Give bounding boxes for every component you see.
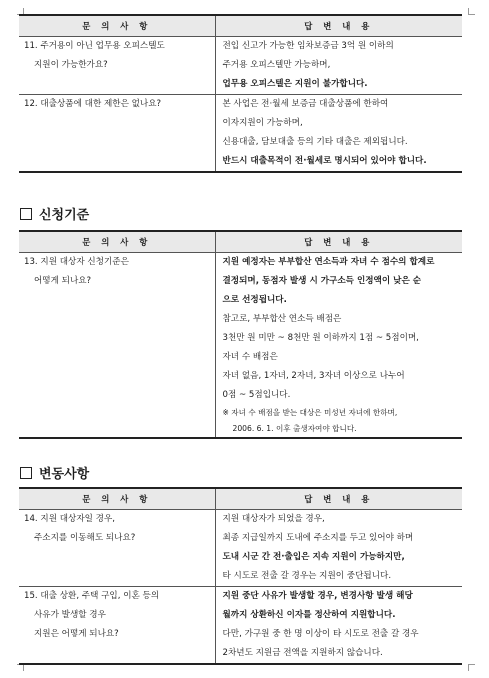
table-header-row [19, 15, 462, 37]
faq-table-2 [19, 230, 462, 439]
answer-line: 주거용 오피스텔만 가능하며, [222, 60, 331, 70]
table-row [19, 510, 462, 587]
header-answer: 답 변 내 용 [304, 21, 374, 31]
section-title: 변동사항 [39, 467, 90, 482]
answer-line: 3천만 원 미만 ~ 8천만 원 이하까지 1점 ~ 5점이며, [222, 333, 419, 343]
question-line: 주소지를 이동해도 되나요? [34, 533, 136, 543]
table-header-row [19, 231, 462, 253]
header-question: 문 의 사 항 [19, 488, 215, 510]
answer-line: 도내 시군 간 전·출입은 지속 지원이 가능하지만, [222, 552, 405, 562]
answer-line: 다만, 가구원 중 한 명 이상이 타 시도로 전출 갈 경우 [222, 629, 419, 639]
answer-line: 으로 선정됩니다. [222, 295, 287, 305]
table-row [19, 253, 462, 439]
answer-line: 타 시도로 전출 갈 경우는 지원이 중단됩니다. [222, 571, 392, 581]
answer-line: 결정되며, 동점자 발생 시 가구소득 인정액이 낮은 순 [222, 276, 422, 286]
answer-line: 자녀 없음, 1자녀, 2자녀, 3자녀 이상으로 나누어 [222, 371, 405, 381]
section-title: 신청기준 [39, 208, 90, 223]
table-header-row [19, 488, 462, 510]
question-line: 14. 지원 대상자일 경우, [24, 514, 116, 524]
answer-line: 신용대출, 담보대출 등의 기타 대출은 제외됩니다. [222, 137, 408, 147]
answer-line: 2차년도 지원금 전액을 지원하지 않습니다. [222, 648, 383, 658]
answer-cell [215, 95, 462, 173]
question-line: 지원은 어떻게 되나요? [34, 629, 119, 639]
header-question: 문 의 사 항 [19, 15, 215, 37]
section-heading-criteria [20, 204, 89, 223]
checkbox-icon [20, 467, 32, 479]
answer-line: 지원 대상자가 되었을 경우, [222, 514, 325, 524]
answer-line: 업무용 오피스텔은 지원이 불가합니다. [222, 79, 368, 89]
answer-line: 반드시 대출목적이 전·월세로 명시되어 있어야 합니다. [222, 156, 427, 166]
question-line: 15. 대출 상환, 주택 구입, 이혼 등의 [24, 591, 160, 601]
question-cell [19, 37, 215, 95]
question-line: 사유가 발생할 경우 [34, 610, 106, 620]
question-cell [19, 510, 215, 587]
header-answer: 답 변 내 용 [304, 237, 374, 247]
header-answer: 답 변 내 용 [304, 494, 374, 504]
answer-cell [215, 510, 462, 587]
answer-line: 2006. 6. 1. 이후 출생자여야 합니다. [232, 424, 357, 433]
table-row [19, 587, 462, 665]
answer-line: 월까지 상환하신 이자를 정산하여 지원합니다. [222, 610, 396, 620]
answer-line: ※ 자녀 수 배점을 받는 대상은 미성년 자녀에 한하며, [222, 408, 398, 417]
question-line: 어떻게 되나요? [34, 276, 92, 286]
answer-line: 자녀 수 배점은 [222, 352, 278, 362]
answer-line: 참고로, 부부합산 연소득 배점은 [222, 314, 342, 324]
checkbox-icon [20, 208, 32, 220]
question-cell [19, 253, 215, 439]
question-line: 13. 지원 대상자 신청기준은 [24, 257, 129, 267]
answer-cell [215, 37, 462, 95]
answer-line: 전입 신고가 가능한 임차보증금 3억 원 이하의 [222, 41, 394, 51]
answer-line: 지원 중단 사유가 발생할 경우, 변경사항 발생 해당 [222, 591, 413, 601]
question-cell [19, 587, 215, 665]
answer-line: 지원 예정자는 부부합산 연소득과 자녀 수 점수의 합계로 [222, 257, 435, 267]
question-line: 12. 대출상품에 대한 제한은 없나요? [24, 99, 162, 109]
question-line: 11. 주거용이 아닌 업무용 오피스텔도 [24, 41, 165, 51]
header-question: 문 의 사 항 [19, 231, 215, 253]
corner-mark-bottom-left [17, 664, 24, 671]
answer-line: 0점 ~ 5점입니다. [222, 390, 291, 400]
answer-line: 본 사업은 전·월세 보증금 대출상품에 한하여 [222, 99, 389, 109]
question-line: 지원이 가능한가요? [34, 60, 108, 70]
table-row [19, 37, 462, 95]
faq-table-3 [19, 487, 462, 665]
question-cell [19, 95, 215, 173]
faq-table-1 [19, 14, 462, 173]
corner-mark-bottom-right [468, 664, 475, 671]
answer-cell [215, 253, 462, 439]
table-row [19, 95, 462, 173]
answer-line: 이자지원이 가능하며, [222, 118, 303, 128]
section-heading-changes [20, 463, 89, 482]
answer-line: 최종 지급일까지 도내에 주소지를 두고 있어야 하며 [222, 533, 414, 543]
corner-mark-top-right [468, 8, 475, 15]
answer-cell [215, 587, 462, 665]
